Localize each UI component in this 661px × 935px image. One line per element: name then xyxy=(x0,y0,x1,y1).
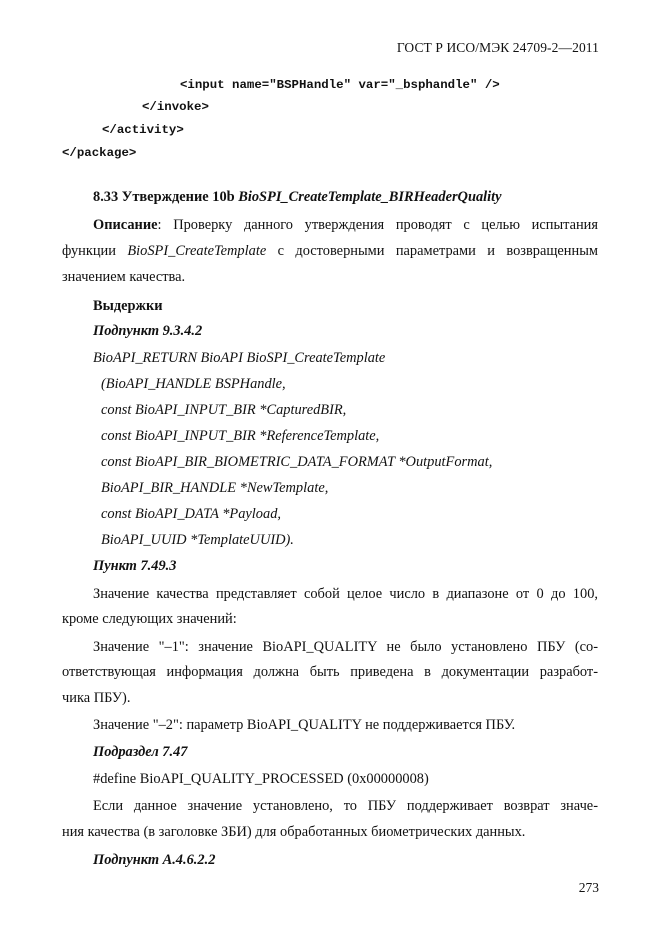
signature-line-6: const BioAPI_DATA *Payload, xyxy=(101,506,281,522)
code-line-invoke-close: </invoke> xyxy=(142,100,209,114)
description-label: Описание xyxy=(93,217,158,233)
quality-line-1: Значение качества представляет собой целое число в диапазоне от 0 до 100, xyxy=(93,586,598,602)
clause-heading-7493: Пункт 7.49.3 xyxy=(93,558,177,574)
minus1-line-1: Значение "–1": значение BioAPI_QUALITY не было установлено ПБУ (со- xyxy=(93,639,598,655)
description-function: BioSPI_CreateTemplate xyxy=(127,243,267,259)
subclause-heading-2: Подпункт A.4.6.2.2 xyxy=(93,852,216,868)
signature-line-4: const BioAPI_BIR_BIOMETRIC_DATA_FORMAT *OutputFormat, xyxy=(101,454,493,470)
description-text-2b: с достоверными параметрами и возвращенным xyxy=(266,243,598,259)
signature-line-5: BioAPI_BIR_HANDLE *NewTemplate, xyxy=(101,480,329,496)
section-heading xyxy=(93,188,502,206)
signature-line-2: const BioAPI_INPUT_BIR *CapturedBIR, xyxy=(101,402,347,418)
code-line-activity-close: </activity> xyxy=(102,123,184,137)
minus1-line-2: ответствующая информация должна быть приведена в документации разработ- xyxy=(62,664,598,680)
description-text-2a: функции xyxy=(62,243,128,259)
excerpts-heading: Выдержки xyxy=(93,298,163,314)
page-number: 273 xyxy=(578,880,599,895)
description-line-3: значением качества. xyxy=(62,269,186,285)
section-number-title: 8.33 Утверждение 10b xyxy=(93,189,239,205)
processed-line-2: ния качества (в заголовке ЗБИ) для обработанных биометрических данных. xyxy=(62,824,526,840)
code-line-input: <input name="BSPHandle" var="_bsphandle" /> xyxy=(180,78,500,92)
minus1-line-3: чика ПБУ). xyxy=(62,690,131,706)
signature-line-7: BioAPI_UUID *TemplateUUID). xyxy=(101,532,294,548)
code-line-package-close: </package> xyxy=(62,146,137,160)
section-function-title: BioSPI_CreateTemplate_BIRHeaderQuality xyxy=(238,189,502,205)
define-line: #define BioAPI_QUALITY_PROCESSED (0x00000008) xyxy=(93,771,429,787)
standard-header: ГОСТ Р ИСО/МЭК 24709-2—2011 xyxy=(396,40,599,55)
subsection-heading-747: Подраздел 7.47 xyxy=(93,744,188,760)
quality-line-2: кроме следующих значений: xyxy=(62,611,237,627)
signature-line-3: const BioAPI_INPUT_BIR *ReferenceTemplate, xyxy=(101,428,380,444)
minus2-line: Значение "–2": параметр BioAPI_QUALITY не поддерживается ПБУ. xyxy=(93,717,516,733)
signature-line-1: (BioAPI_HANDLE BSPHandle, xyxy=(101,376,286,392)
description-text-1: : Проверку данного утверждения проводят с целью испытания xyxy=(157,217,598,233)
subclause-heading-1: Подпункт 9.3.4.2 xyxy=(93,323,203,339)
description-line-2 xyxy=(62,242,598,260)
description-line-1 xyxy=(93,216,598,234)
signature-line-0: BioAPI_RETURN BioAPI BioSPI_CreateTemplate xyxy=(93,350,386,366)
processed-line-1: Если данное значение установлено, то ПБУ поддерживает возврат значе- xyxy=(93,798,598,814)
